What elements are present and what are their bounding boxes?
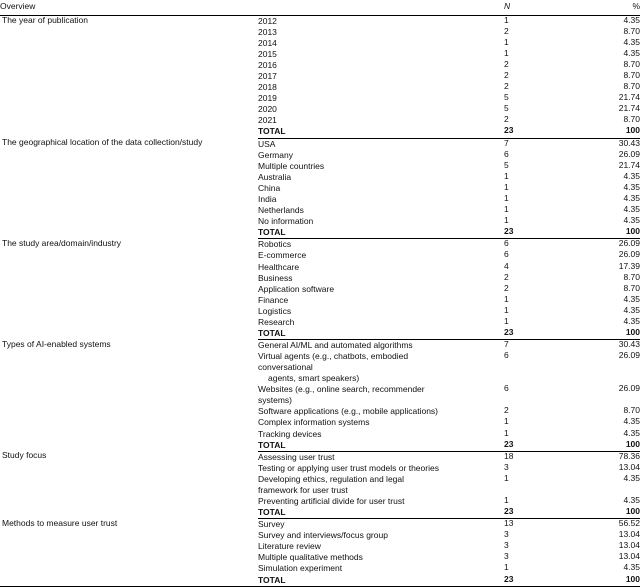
item-cell: General AI/ML and automated algorithms	[258, 340, 413, 351]
item-cell: Simulation experiment	[258, 563, 343, 574]
table-row	[0, 563, 640, 574]
percent-cell: 13.04	[618, 529, 640, 540]
n-cell: 1	[504, 293, 509, 304]
percent-cell: 21.74	[618, 159, 640, 170]
table-row	[0, 27, 640, 38]
item-cell: Websites (e.g., online search, recommender systems)	[258, 384, 425, 406]
item-cell: Application software	[258, 283, 335, 294]
item-cell: Testing or applying user trust models or theories	[258, 462, 439, 473]
percent-cell: 8.70	[623, 25, 640, 36]
category-cell	[0, 417, 258, 428]
item-cell: Robotics	[258, 239, 292, 250]
item-cell: Survey and interviews/focus group	[258, 530, 388, 541]
item-cell: 2013	[258, 26, 277, 37]
category-cell	[0, 351, 258, 384]
item-cell: 2020	[258, 104, 277, 115]
category-cell	[0, 205, 258, 216]
category-cell	[0, 406, 258, 417]
percent-cell: 26.09	[618, 148, 640, 159]
n-cell: 2	[504, 25, 509, 36]
table-row	[0, 183, 640, 194]
n-cell: 1	[504, 204, 509, 215]
item-cell: 2016	[258, 59, 277, 70]
item-cell: TOTAL	[258, 227, 504, 239]
category-cell	[0, 82, 258, 93]
n-cell: 6	[504, 238, 509, 249]
n-cell: 3	[504, 529, 509, 540]
n-cell: 1	[504, 36, 509, 47]
item-cell: TOTAL	[258, 507, 504, 519]
table-row	[0, 71, 640, 82]
item-cell: 2014	[258, 37, 277, 48]
table-row	[0, 161, 640, 172]
table-row	[0, 340, 640, 352]
table-row	[0, 216, 640, 227]
n-cell: 6	[504, 350, 509, 361]
n-cell: 2	[504, 405, 509, 416]
percent-cell: 100	[578, 507, 640, 519]
table-row	[0, 451, 640, 463]
n-cell: 3	[504, 461, 509, 472]
percent-cell: 4.35	[623, 562, 640, 573]
category-cell: The geographical location of the data collection/study	[2, 137, 203, 148]
n-cell: 1	[504, 193, 509, 203]
percent-cell: 4.35	[623, 427, 640, 438]
percent-cell: 56.52	[618, 518, 640, 529]
n-cell: 1	[504, 14, 509, 25]
item-cell: Research	[258, 317, 295, 328]
category-cell	[0, 216, 258, 227]
category-cell	[0, 60, 258, 71]
percent-cell: 26.09	[618, 249, 640, 260]
n-cell: 3	[504, 551, 509, 562]
n-cell: 5	[504, 103, 509, 114]
category-cell	[0, 530, 258, 541]
item-line-1: Virtual agents (e.g., chatbots, embodied conversational	[258, 351, 409, 373]
item-cell: 2012	[258, 15, 277, 26]
percent-cell: 4.35	[623, 494, 640, 505]
item-cell: Developing ethics, regulation and legal framework for user trust	[258, 473, 405, 495]
category-cell	[0, 306, 258, 317]
n-cell: 1	[504, 215, 509, 226]
n-cell: 23	[504, 126, 578, 138]
table-row	[0, 384, 640, 406]
table-header	[0, 0, 640, 15]
category-cell: The year of publication	[2, 14, 88, 25]
percent-cell: 100	[578, 126, 640, 138]
table-row	[0, 429, 640, 440]
item-cell: Logistics	[258, 305, 292, 316]
percent-cell: 8.70	[623, 81, 640, 92]
table-row	[0, 496, 640, 507]
category-cell	[0, 115, 258, 126]
percent-cell: 30.43	[618, 339, 640, 350]
item-cell: TOTAL	[258, 328, 504, 340]
category-cell	[0, 474, 258, 496]
n-cell: 7	[504, 339, 509, 350]
item-cell: TOTAL	[258, 440, 504, 452]
item-cell: Business	[258, 272, 293, 283]
n-cell: 6	[504, 249, 509, 260]
table-row	[0, 93, 640, 104]
item-cell: Netherlands	[258, 205, 304, 216]
header-blank	[258, 0, 504, 15]
item-cell: Assessing user trust	[258, 451, 335, 462]
item-cell: E-commerce	[258, 250, 307, 261]
item-cell: 2015	[258, 48, 277, 59]
percent-cell: 4.35	[623, 204, 640, 215]
n-cell: 13	[504, 518, 514, 529]
n-cell: 4	[504, 260, 509, 271]
item-cell: No information	[258, 216, 314, 227]
table-row	[0, 351, 640, 384]
table-row	[0, 138, 640, 150]
item-cell: 2018	[258, 82, 277, 93]
table-row	[0, 317, 640, 328]
item-cell: 2021	[258, 115, 277, 126]
item-cell: TOTAL	[258, 126, 504, 138]
item-cell: Multiple qualitative methods	[258, 552, 363, 563]
item-cell: Finance	[258, 294, 289, 305]
percent-cell: 17.39	[618, 260, 640, 271]
percent-cell: 8.70	[623, 405, 640, 416]
item-cell: Germany	[258, 149, 293, 160]
percent-cell: 13.04	[618, 551, 640, 562]
category-cell	[0, 384, 258, 406]
table-row	[0, 15, 640, 27]
category-cell	[0, 183, 258, 194]
table-row	[0, 519, 640, 531]
table-row	[0, 205, 640, 216]
n-cell: 1	[504, 562, 509, 573]
category-cell	[0, 463, 258, 474]
percent-cell: 30.43	[618, 137, 640, 148]
percent-cell: 78.36	[618, 450, 640, 461]
n-cell: 2	[504, 81, 509, 92]
category-cell	[0, 507, 258, 519]
n-cell: 2	[504, 69, 509, 80]
total-row	[0, 328, 640, 340]
n-cell: 1	[504, 427, 509, 438]
item-line-2: agents, smart speakers)	[268, 373, 360, 384]
percent-cell: 100	[578, 575, 640, 587]
n-cell: 1	[504, 170, 509, 181]
category-cell: Types of AI-enabled systems	[2, 338, 111, 349]
table-row	[0, 530, 640, 541]
category-cell	[0, 295, 258, 306]
category-cell	[0, 93, 258, 104]
table-row	[0, 284, 640, 295]
percent-cell: 8.70	[623, 114, 640, 125]
category-cell	[0, 27, 258, 38]
table-row	[0, 406, 640, 417]
table-row	[0, 38, 640, 49]
n-cell: 18	[504, 450, 514, 461]
category-cell	[0, 563, 258, 574]
category-cell	[0, 49, 258, 60]
percent-cell: 8.70	[623, 58, 640, 69]
table-row	[0, 194, 640, 205]
category-cell	[0, 273, 258, 284]
n-cell: 23	[504, 227, 578, 239]
item-cell: India	[258, 194, 277, 204]
table-row	[0, 82, 640, 93]
category-cell	[0, 250, 258, 261]
category-cell	[0, 429, 258, 440]
header-n: N	[504, 0, 578, 15]
n-cell: 23	[504, 440, 578, 452]
percent-cell: 4.35	[623, 14, 640, 25]
percent-cell: 100	[578, 227, 640, 239]
category-cell	[0, 38, 258, 49]
item-cell: TOTAL	[258, 575, 504, 587]
table-row	[0, 262, 640, 273]
item-cell: China	[258, 182, 281, 193]
n-cell: 2	[504, 282, 509, 293]
n-cell: 5	[504, 159, 509, 170]
item-cell: USA	[258, 138, 276, 149]
category-cell	[0, 328, 258, 340]
table-row	[0, 172, 640, 183]
item-cell: Australia	[258, 171, 292, 182]
n-cell: 1	[504, 416, 509, 427]
percent-cell: 21.74	[618, 103, 640, 114]
percent-cell: 4.35	[623, 293, 640, 304]
n-cell: 6	[504, 383, 509, 394]
table-row	[0, 104, 640, 115]
percent-cell: 4.35	[623, 170, 640, 181]
table-row	[0, 295, 640, 306]
item-cell: 2017	[258, 70, 277, 81]
percent-cell: 4.35	[623, 304, 640, 315]
percent-cell: 4.35	[623, 193, 640, 203]
table-row	[0, 150, 640, 161]
category-cell	[0, 284, 258, 295]
table-row	[0, 273, 640, 284]
table-row	[0, 239, 640, 251]
percent-cell: 4.35	[623, 36, 640, 47]
category-cell	[0, 575, 258, 587]
percent-cell: 13.04	[618, 461, 640, 472]
percent-cell: 4.35	[623, 215, 640, 226]
category-cell	[0, 194, 258, 205]
item-cell: Software applications (e.g., mobile applications)	[258, 406, 439, 417]
percent-cell: 21.74	[618, 92, 640, 103]
table-row	[0, 250, 640, 261]
percent-cell: 100	[578, 440, 640, 452]
percent-cell: 4.35	[623, 181, 640, 192]
table-body	[0, 15, 640, 586]
percent-cell: 8.70	[623, 282, 640, 293]
table-row	[0, 552, 640, 563]
table-row	[0, 474, 640, 496]
percent-cell: 4.35	[623, 472, 640, 483]
item-cell: Survey	[258, 519, 285, 530]
item-cell: Multiple countries	[258, 160, 325, 171]
category-cell	[0, 71, 258, 82]
n-cell: 23	[504, 507, 578, 519]
n-cell: 1	[504, 181, 509, 192]
n-cell: 1	[504, 494, 509, 505]
item-cell: Tracking devices	[258, 428, 322, 439]
table-row	[0, 49, 640, 60]
item-cell: Preventing artificial divide for user trust	[258, 495, 405, 506]
header-overview: Overview	[0, 0, 258, 15]
table-row	[0, 463, 640, 474]
item-cell: Complex information systems	[258, 417, 370, 428]
n-cell: 2	[504, 114, 509, 125]
table-row	[0, 115, 640, 126]
category-cell	[0, 552, 258, 563]
category-cell	[0, 317, 258, 328]
n-cell: 1	[504, 47, 509, 58]
n-cell: 2	[504, 58, 509, 69]
percent-cell: 26.09	[618, 350, 640, 361]
percent-cell: 4.35	[623, 416, 640, 427]
percent-cell: 8.70	[623, 271, 640, 282]
percent-cell: 4.35	[623, 47, 640, 58]
category-cell	[0, 104, 258, 115]
category-cell	[0, 496, 258, 507]
percent-cell: 26.09	[618, 383, 640, 394]
table-row	[0, 60, 640, 71]
percent-cell: 4.35	[623, 316, 640, 327]
percent-cell: 26.09	[618, 238, 640, 249]
category-cell: Methods to measure user trust	[2, 517, 118, 528]
n-cell: 1	[504, 316, 509, 327]
item-cell	[258, 351, 504, 384]
total-row	[0, 575, 640, 587]
n-cell: 6	[504, 148, 509, 159]
item-cell: Healthcare	[258, 261, 300, 272]
category-cell	[0, 150, 258, 161]
total-row	[0, 507, 640, 519]
category-cell: The study area/domain/industry	[2, 237, 122, 248]
table-row	[0, 417, 640, 428]
percent-cell: 13.04	[618, 540, 640, 551]
n-cell: 7	[504, 137, 509, 148]
percent-cell: 8.70	[623, 69, 640, 80]
item-cell: Literature review	[258, 541, 321, 552]
n-cell: 1	[504, 472, 509, 483]
category-cell	[0, 172, 258, 183]
n-cell: 5	[504, 92, 509, 103]
category-cell: Study focus	[2, 450, 47, 461]
n-cell: 23	[504, 575, 578, 587]
category-cell	[0, 262, 258, 273]
n-cell: 1	[504, 304, 509, 315]
total-row	[0, 440, 640, 452]
table-row	[0, 306, 640, 317]
header-percent: %	[578, 0, 640, 15]
n-cell: 2	[504, 271, 509, 282]
n-cell: 23	[504, 328, 578, 340]
n-cell: 3	[504, 540, 509, 551]
percent-cell: 100	[578, 328, 640, 340]
item-cell: 2019	[258, 93, 277, 104]
category-cell	[0, 161, 258, 172]
